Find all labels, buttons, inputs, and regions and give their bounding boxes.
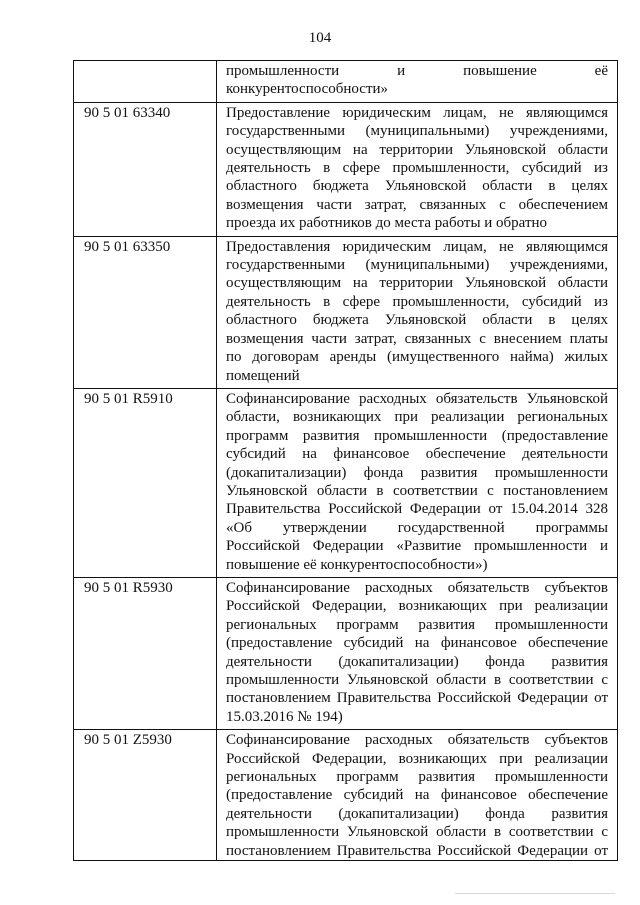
description-line: деятельность в сфере промышленности, субсидий из bbox=[226, 293, 608, 310]
description-line: 15.03.2016 № 194) bbox=[226, 708, 343, 725]
budget-code-cell: 90 5 01 R5930 bbox=[74, 577, 217, 729]
description-line: промышленности Ульяновской области в соответствии с bbox=[226, 824, 608, 841]
description-line: государственными (муниципальными) учреждениями, bbox=[226, 123, 608, 140]
description-line: осуществляющим на территории Ульяновской области bbox=[226, 141, 608, 158]
description-line: Ульяновской области в соответствии с постановлением bbox=[226, 482, 608, 499]
table-body bbox=[74, 61, 618, 861]
description-line: деятельность в сфере промышленности, субсидий из bbox=[226, 160, 608, 177]
description-line: государственными (муниципальными) учреждениями, bbox=[226, 257, 608, 274]
table-row bbox=[74, 730, 618, 861]
description-cell bbox=[217, 102, 618, 236]
description-line: Российской Федерации, возникающих при реализации bbox=[226, 750, 608, 767]
description-line: промышленности и повышение её bbox=[226, 63, 608, 79]
description-line: помещений bbox=[226, 367, 300, 384]
description-line: осуществляющим на территории Ульяновской области bbox=[226, 275, 608, 292]
description-line: (докапитализации) фонда развития промышленности bbox=[226, 464, 608, 481]
table-row bbox=[74, 61, 618, 103]
description-line: деятельности (докапитализации) фонда развития bbox=[226, 805, 608, 822]
description-line: промышленности Ульяновской области в соответствии с bbox=[226, 672, 608, 688]
description-line: проезда их работников до места работы и обратно bbox=[226, 215, 548, 232]
description-cell bbox=[217, 730, 618, 861]
description-line: Предоставления юридическим лицам, не являющимся bbox=[226, 238, 608, 255]
description-line: возмещения части затрат, связанных с внесением платы bbox=[226, 330, 608, 347]
description-line: региональных программ развития промышленности bbox=[226, 616, 608, 633]
budget-codes-table bbox=[73, 60, 618, 861]
description-line: региональных программ развития промышленности bbox=[226, 769, 608, 786]
description-cell bbox=[217, 388, 618, 577]
description-line: (предоставление субсидий на финансовое обеспечение bbox=[226, 635, 608, 652]
description-line: деятельности (докапитализации) фонда развития bbox=[226, 653, 608, 670]
description-cell bbox=[217, 577, 618, 729]
description-line: Софинансирование расходных обязательств Ульяновской bbox=[226, 390, 608, 407]
description-line: постановлением Правительства Российской Федерации от bbox=[226, 690, 608, 707]
description-line: программ развития промышленности (предоставление bbox=[226, 427, 608, 444]
description-line: Российской Федерации «Развитие промышленности и bbox=[226, 538, 608, 555]
description-line: (предоставление субсидий на финансовое обеспечение bbox=[226, 787, 608, 804]
description-line: областного бюджета Ульяновской области в целях bbox=[226, 312, 608, 329]
table-row bbox=[74, 236, 618, 388]
budget-code-cell: 90 5 01 Z5930 bbox=[74, 730, 217, 861]
description-line: по договорам аренды (имущественного найма) жилых bbox=[226, 349, 608, 366]
description-line: Софинансирование расходных обязательств субъектов bbox=[226, 732, 608, 749]
table-row bbox=[74, 388, 618, 577]
description-line: возмещения части затрат, связанных с обеспечением bbox=[226, 196, 608, 213]
table-row bbox=[74, 102, 618, 236]
budget-code-cell: 90 5 01 63350 bbox=[74, 236, 217, 388]
description-line: субсидий на финансовое обеспечение деятельности bbox=[226, 446, 608, 463]
budget-code-cell bbox=[74, 61, 217, 103]
description-line: областного бюджета Ульяновской области в целях bbox=[226, 178, 608, 195]
page-number: 104 bbox=[308, 30, 332, 46]
table-row bbox=[74, 577, 618, 729]
description-line: области, возникающих при реализации региональных bbox=[226, 409, 608, 426]
description-line: Правительства Российской Федерации от 15.04.2014 328 bbox=[226, 501, 608, 518]
budget-code-cell: 90 5 01 63340 bbox=[74, 102, 217, 236]
description-line: повышение её конкурентоспособности») bbox=[226, 556, 488, 573]
description-line: Софинансирование расходных обязательств субъектов bbox=[226, 579, 608, 596]
description-line: постановлением Правительства Российской Федерации от bbox=[226, 842, 608, 859]
description-line: Предоставление юридическим лицам, не являющимся bbox=[226, 104, 608, 121]
description-line: Российской Федерации, возникающих при реализации bbox=[226, 598, 608, 615]
scan-artifact-line bbox=[455, 893, 615, 894]
description-cell bbox=[217, 61, 618, 103]
description-line: конкурентоспособности» bbox=[226, 81, 389, 98]
description-line: «Об утверждении государственной программы bbox=[226, 519, 608, 536]
budget-code-cell: 90 5 01 R5910 bbox=[74, 388, 217, 577]
description-cell bbox=[217, 236, 618, 388]
